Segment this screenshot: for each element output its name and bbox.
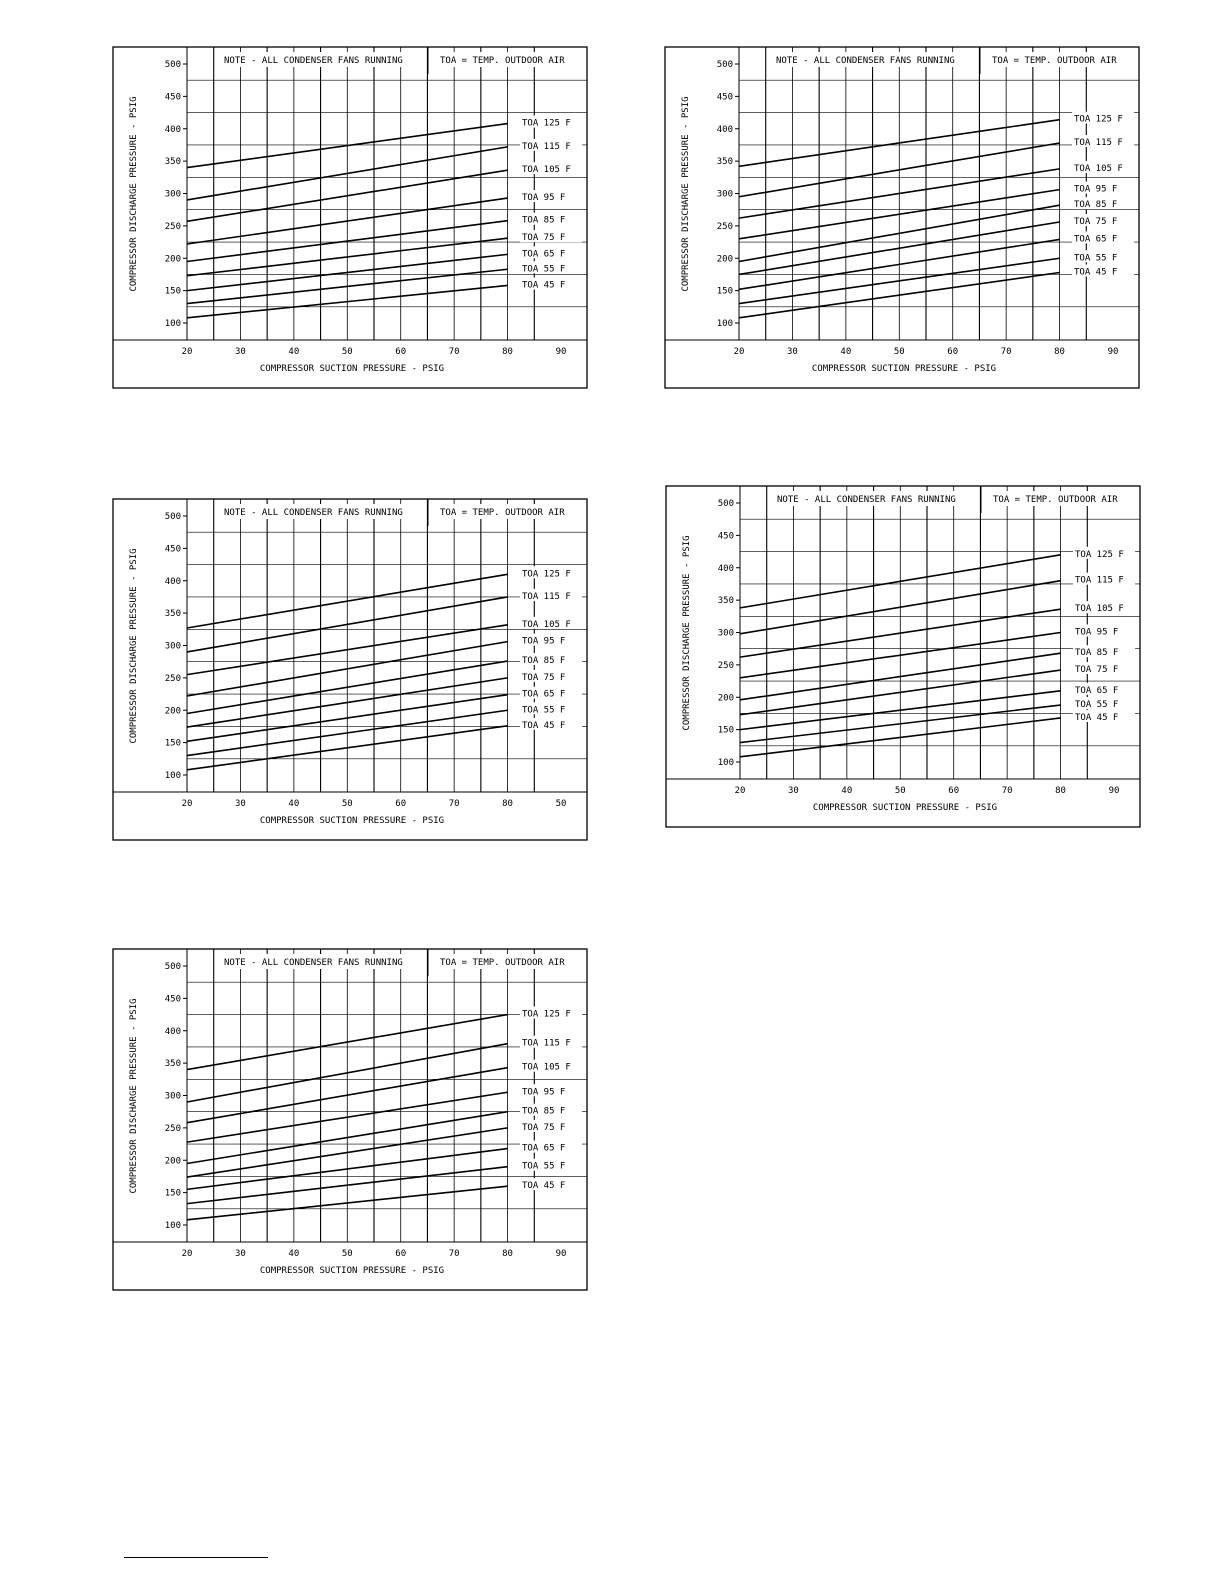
chart-2-svg [664,46,1141,390]
x-tick-label: 20 [181,347,193,357]
chart-note: NOTE - ALL CONDENSER FANS RUNNING [224,958,403,968]
series-label: TOA 115 F [522,591,571,602]
series-label: TOA 55 F [522,264,566,275]
x-tick-label: 20 [733,347,745,357]
y-tick-label: 100 [164,771,181,781]
y-tick-label: 100 [164,319,181,329]
y-tick-label: 350 [717,596,734,607]
y-tick-label: 300 [164,641,181,652]
x-tick-label: 70 [448,347,460,357]
y-tick-label: 450 [717,531,734,542]
x-tick-label: 70 [448,1249,460,1259]
series-label: TOA 55 F [522,1161,566,1172]
y-tick-label: 400 [164,576,181,587]
chart-note: NOTE - ALL CONDENSER FANS RUNNING [776,56,955,66]
toa-legend: TOA = TEMP. OUTDOOR AIR [993,495,1118,505]
x-tick-label: 70 [448,799,460,809]
x-axis-label: COMPRESSOR SUCTION PRESSURE - PSIG [812,803,998,813]
x-axis-label: COMPRESSOR SUCTION PRESSURE - PSIG [259,364,445,374]
y-tick-label: 350 [164,157,181,168]
series-label: TOA 105 F [1074,163,1123,174]
chart-frame [113,499,587,840]
chart-5-svg [112,948,589,1292]
series-label: TOA 95 F [522,1087,566,1098]
x-tick-label: 80 [502,799,513,809]
series-label: TOA 125 F [522,569,571,580]
series-label: TOA 95 F [1074,184,1118,195]
x-tick-label: 60 [395,347,407,357]
chart-1 [112,46,589,390]
series-label: TOA 125 F [1074,114,1123,125]
y-tick-label: 200 [716,254,733,265]
series-label: TOA 115 F [522,141,571,152]
footer-rule [124,1557,268,1558]
x-tick-label: 80 [1054,347,1065,357]
series-label: TOA 55 F [522,705,566,716]
series-label: TOA 75 F [522,672,566,683]
series-label: TOA 85 F [522,215,566,226]
x-axis-label: COMPRESSOR SUCTION PRESSURE - PSIG [811,364,997,374]
y-tick-label: 150 [716,286,733,297]
y-tick-label: 500 [164,60,181,70]
x-tick-label: 60 [948,786,960,796]
series-label: TOA 95 F [1075,627,1119,638]
series-label: TOA 105 F [522,619,571,630]
series-label: TOA 45 F [1074,267,1118,278]
x-tick-label: 50 [341,1249,353,1259]
series-label: TOA 55 F [1074,253,1118,264]
y-tick-label: 400 [717,563,734,574]
y-tick-label: 300 [164,1091,181,1102]
series-label: TOA 75 F [522,233,566,244]
series-label: TOA 55 F [1075,700,1119,711]
y-tick-label: 150 [717,725,734,736]
y-tick-label: 450 [164,544,181,555]
x-tick-label: 40 [288,347,300,357]
y-tick-label: 300 [717,628,734,639]
x-tick-label: 50 [894,786,906,796]
y-tick-label: 250 [164,1123,181,1134]
x-tick-label: 50 [893,347,905,357]
x-tick-label: 40 [840,347,852,357]
series-label: TOA 75 F [1075,665,1119,676]
chart-5 [112,948,589,1292]
chart-note: NOTE - ALL CONDENSER FANS RUNNING [777,495,956,505]
x-tick-label: 60 [395,1249,407,1259]
y-tick-label: 500 [716,60,733,70]
y-tick-label: 200 [717,693,734,704]
series-label: TOA 65 F [522,1143,566,1154]
chart-frame [665,47,1139,388]
x-axis-label: COMPRESSOR SUCTION PRESSURE - PSIG [259,1266,445,1276]
y-tick-label: 150 [164,1188,181,1199]
x-tick-label: 30 [788,786,799,796]
y-tick-label: 150 [164,738,181,749]
y-tick-label: 450 [164,994,181,1005]
chart-4 [665,485,1142,829]
x-tick-label: 90 [1107,347,1119,357]
chart-2 [664,46,1141,390]
y-tick-label: 350 [716,157,733,168]
y-tick-label: 450 [716,92,733,103]
chart-frame [666,486,1140,827]
x-tick-label: 80 [1055,786,1066,796]
x-tick-label: 30 [787,347,798,357]
series-label: TOA 85 F [1075,648,1119,659]
y-tick-label: 400 [164,124,181,135]
series-label: TOA 75 F [522,1122,566,1133]
x-tick-label: 40 [841,786,853,796]
x-tick-label: 20 [734,786,746,796]
series-label: TOA 85 F [522,1106,566,1117]
y-axis-label: COMPRESSOR DISCHARGE PRESSURE - PSIG [681,96,691,292]
x-tick-label: 20 [181,1249,193,1259]
series-label: TOA 45 F [522,720,566,731]
series-label: TOA 125 F [1075,549,1124,560]
x-tick-label: 40 [288,799,300,809]
x-tick-label: 80 [502,1249,513,1259]
y-axis-label: COMPRESSOR DISCHARGE PRESSURE - PSIG [682,535,692,731]
x-tick-label: 90 [555,1249,567,1259]
y-tick-label: 350 [164,1059,181,1070]
series-label: TOA 125 F [522,118,571,129]
series-label: TOA 75 F [1074,216,1118,227]
x-tick-label: 70 [1000,347,1012,357]
y-axis-label: COMPRESSOR DISCHARGE PRESSURE - PSIG [129,998,139,1194]
y-tick-label: 350 [164,609,181,620]
x-tick-label: 90 [555,347,567,357]
x-tick-label: 30 [235,799,246,809]
y-tick-label: 300 [716,189,733,200]
toa-legend: TOA = TEMP. OUTDOOR AIR [440,56,565,66]
series-label: TOA 65 F [1074,234,1118,245]
x-tick-label: 20 [181,799,193,809]
series-label: TOA 125 F [522,1009,571,1020]
x-tick-label: 50 [341,347,353,357]
x-tick-label: 60 [395,799,407,809]
y-axis-label: COMPRESSOR DISCHARGE PRESSURE - PSIG [129,96,139,292]
toa-legend: TOA = TEMP. OUTDOOR AIR [992,56,1117,66]
x-tick-label: 50 [341,799,353,809]
x-tick-label: 50 [555,799,567,809]
y-tick-label: 100 [164,1221,181,1231]
x-axis-label: COMPRESSOR SUCTION PRESSURE - PSIG [259,816,445,826]
chart-4-svg [665,485,1142,829]
chart-1-svg [112,46,589,390]
y-tick-label: 500 [717,499,734,509]
series-label: TOA 85 F [1074,200,1118,211]
y-tick-label: 450 [164,92,181,103]
x-tick-label: 90 [1108,786,1120,796]
y-tick-label: 400 [164,1026,181,1037]
x-tick-label: 60 [947,347,959,357]
y-tick-label: 500 [164,512,181,522]
series-label: TOA 95 F [522,636,566,647]
chart-frame [113,949,587,1290]
series-label: TOA 115 F [1075,575,1124,586]
x-tick-label: 80 [502,347,513,357]
chart-3-svg [112,498,589,842]
toa-legend: TOA = TEMP. OUTDOOR AIR [440,958,565,968]
series-label: TOA 65 F [522,689,566,700]
y-tick-label: 250 [716,221,733,232]
series-label: TOA 65 F [522,249,566,260]
y-tick-label: 150 [164,286,181,297]
chart-note: NOTE - ALL CONDENSER FANS RUNNING [224,56,403,66]
series-label: TOA 105 F [522,1062,571,1073]
series-label: TOA 95 F [522,193,566,204]
y-tick-label: 250 [164,673,181,684]
x-tick-label: 30 [235,1249,246,1259]
y-tick-label: 200 [164,254,181,265]
y-tick-label: 250 [717,660,734,671]
chart-frame [113,47,587,388]
y-tick-label: 100 [716,319,733,329]
y-axis-label: COMPRESSOR DISCHARGE PRESSURE - PSIG [129,548,139,744]
series-label: TOA 45 F [522,1181,566,1192]
series-label: TOA 115 F [522,1038,571,1049]
y-tick-label: 300 [164,189,181,200]
y-tick-label: 250 [164,221,181,232]
chart-note: NOTE - ALL CONDENSER FANS RUNNING [224,508,403,518]
series-label: TOA 115 F [1074,137,1123,148]
y-tick-label: 100 [717,758,734,768]
x-tick-label: 40 [288,1249,300,1259]
y-tick-label: 200 [164,1156,181,1167]
series-label: TOA 65 F [1075,685,1119,696]
x-tick-label: 70 [1001,786,1013,796]
chart-3 [112,498,589,842]
series-label: TOA 105 F [1075,604,1124,615]
series-label: TOA 85 F [522,656,566,667]
x-tick-label: 30 [235,347,246,357]
y-tick-label: 400 [716,124,733,135]
series-label: TOA 105 F [522,165,571,176]
series-label: TOA 45 F [1075,712,1119,723]
y-tick-label: 500 [164,962,181,972]
toa-legend: TOA = TEMP. OUTDOOR AIR [440,508,565,518]
series-label: TOA 45 F [522,280,566,291]
y-tick-label: 200 [164,706,181,717]
